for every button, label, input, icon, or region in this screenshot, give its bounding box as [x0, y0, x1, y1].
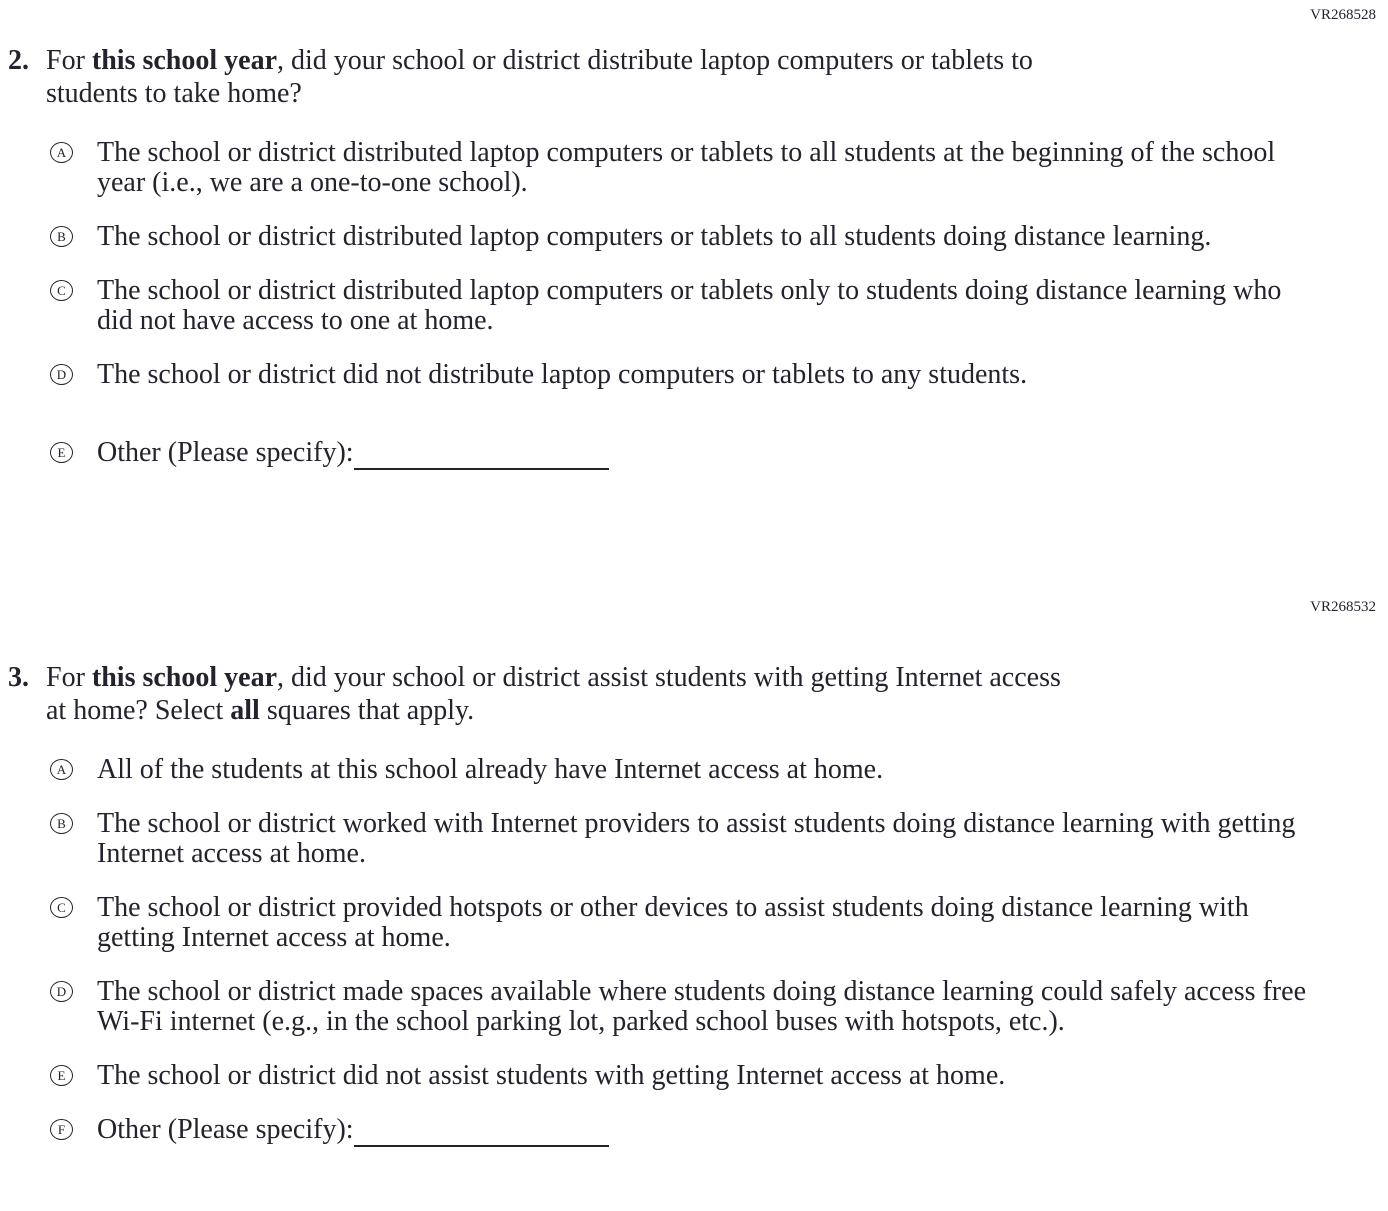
option-text-q2-d: The school or district did not distribute laptop computers or tablets to any students. — [97, 359, 1028, 390]
option-row-q3-b[interactable] — [50, 809, 1388, 869]
option-badge-col — [50, 1115, 97, 1145]
option-letter-badge-q2-a[interactable]: A — [50, 142, 73, 163]
q3-intro-suffix: squares that apply. — [259, 695, 475, 726]
option-letter-badge-q2-c[interactable]: C — [50, 280, 73, 301]
option-letter-badge-q3-d[interactable]: D — [50, 981, 73, 1002]
other-specify-blank-q2[interactable] — [354, 441, 609, 470]
option-row-q3-d[interactable] — [50, 977, 1388, 1037]
question-3-block — [0, 661, 1388, 1145]
option-text-q2-e — [97, 438, 609, 468]
option-badge-col — [50, 809, 97, 869]
option-letter-badge-q3-a[interactable]: A — [50, 759, 73, 780]
option-text-q3-f — [97, 1115, 609, 1145]
question-2-number: 2. — [8, 45, 29, 76]
option-row-q2-b[interactable] — [50, 222, 1388, 252]
q3-intro-prefix: For — [46, 662, 92, 693]
option-letter-badge-q3-b[interactable]: B — [50, 813, 73, 834]
option-row-q3-f[interactable] — [50, 1115, 1388, 1145]
option-letter-badge-q2-b[interactable]: B — [50, 226, 73, 247]
option-badge-col — [50, 276, 97, 336]
option-text-q3-e: The school or district did not assist students with getting Internet access at home. — [97, 1060, 1006, 1091]
question-2-header — [8, 44, 1388, 110]
question-2-options — [8, 138, 1388, 468]
option-text-q3-c: The school or district provided hotspots or other devices to assist students doing distance learning with getting Internet access at home. — [97, 892, 1249, 953]
form-code-q3: VR268532 — [1310, 599, 1376, 615]
other-specify-blank-q3[interactable] — [354, 1118, 609, 1147]
question-2-block — [0, 44, 1388, 468]
option-badge-col — [50, 138, 97, 198]
option-badge-col — [50, 977, 97, 1037]
option-letter-badge-q2-d[interactable]: D — [50, 364, 73, 385]
option-text-q2-a: The school or district distributed laptop computers or tablets to all students at the beginning of the school year (i.e., we are a one-to-one school). — [97, 137, 1276, 198]
option-row-q3-e[interactable] — [50, 1061, 1388, 1091]
option-letter-badge-q2-e[interactable]: E — [50, 442, 73, 463]
form-code-q2: VR268528 — [1310, 7, 1376, 23]
option-text-q3-a: All of the students at this school already have Internet access at home. — [97, 754, 884, 785]
option-badge-col — [50, 438, 97, 468]
question-3-options — [8, 755, 1388, 1145]
option-text-q3-d: The school or district made spaces available where students doing distance learning could safely access free Wi-Fi internet (e.g., in the school parking lot, parked school buses with hotspots, etc.). — [97, 976, 1306, 1037]
option-badge-col — [50, 1061, 97, 1091]
option-badge-col — [50, 222, 97, 252]
q3-intro-mid: , did your school or district assist students with getting Internet access at home? Select — [46, 662, 1061, 726]
option-text-q2-c: The school or district distributed laptop computers or tablets only to students doing distance learning who did not have access to one at home. — [97, 275, 1282, 336]
question-3-intro — [46, 661, 1086, 727]
option-text-q2-b: The school or district distributed laptop computers or tablets to all students doing distance learning. — [97, 221, 1212, 252]
option-row-q3-c[interactable] — [50, 893, 1388, 953]
other-specify-label-q2: Other (Please specify): — [97, 437, 354, 468]
option-row-q2-a[interactable] — [50, 138, 1388, 198]
q3-intro-bold2: all — [230, 695, 260, 726]
option-row-q2-d[interactable] — [50, 360, 1388, 390]
q3-intro-bold1: this school year — [91, 662, 278, 693]
q2-intro-bold: this school year — [91, 45, 278, 76]
question-3-number: 3. — [8, 662, 29, 693]
q2-intro-rest: , did your school or district distribute laptop computers or tablets to students to take home? — [46, 45, 1033, 109]
option-letter-badge-q3-c[interactable]: C — [50, 897, 73, 918]
option-row-q2-e[interactable] — [50, 438, 1388, 468]
q2-intro-prefix: For — [46, 45, 92, 76]
option-badge-col — [50, 360, 97, 390]
option-row-q2-c[interactable] — [50, 276, 1388, 336]
question-2-intro — [46, 44, 1086, 110]
option-text-q3-b: The school or district worked with Internet providers to assist students doing distance learning with getting Internet access at home. — [97, 808, 1296, 869]
option-badge-col — [50, 755, 97, 785]
question-3-header — [8, 661, 1388, 727]
option-letter-badge-q3-f[interactable]: F — [50, 1119, 73, 1140]
option-letter-badge-q3-e[interactable]: E — [50, 1065, 73, 1086]
option-row-q3-a[interactable] — [50, 755, 1388, 785]
other-specify-label-q3: Other (Please specify): — [97, 1114, 354, 1145]
option-badge-col — [50, 893, 97, 953]
